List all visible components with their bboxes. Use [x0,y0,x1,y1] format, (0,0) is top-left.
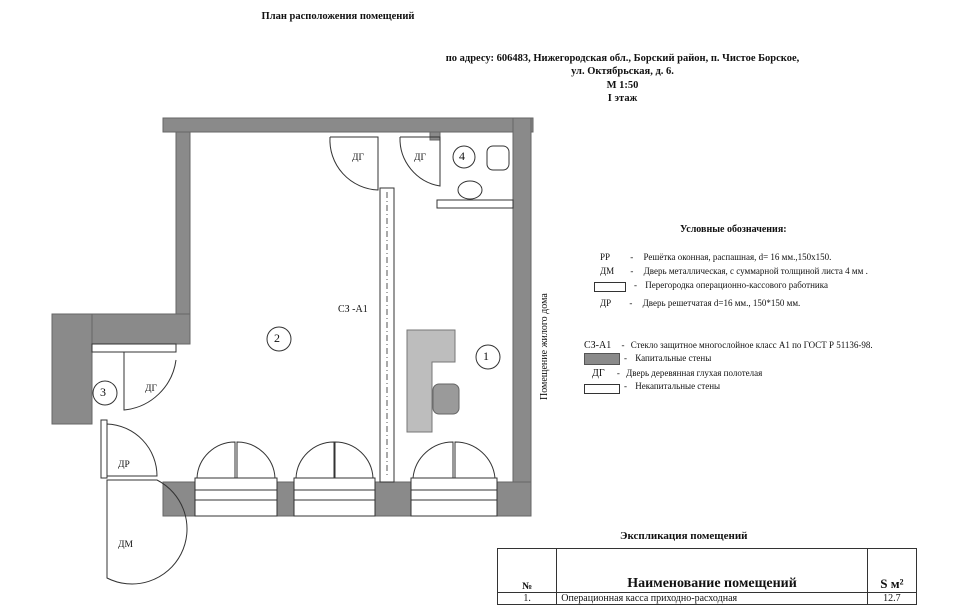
cell-area: 12.7 [867,593,916,605]
cell-name: Операционная касса приходно-расходная [557,593,867,605]
legend-text: Капитальные стены [635,353,712,363]
legend-text: Дверь металлическая, с суммарной толщиной листа 4 мм . [643,266,868,276]
sash-1a [197,442,235,478]
legend-item-dr: ДР - Дверь решетчатая d=16 мм., 150*150 мм. [600,298,801,308]
door-dr [107,424,157,476]
cell-no: 1. [498,593,557,605]
legend-code: РР [600,252,611,262]
legend-code: ДГ [592,368,605,379]
legend-item-sz: СЗ-А1 - Стекло защитное многослойное класс А1 по ГОСТ Р 51136-98. [584,340,873,351]
scale-label: М 1:50 [606,80,639,91]
grille-left [101,420,107,478]
legend-text: Решётка оконная, распашная, d= 16 мм.,150х150. [643,252,832,262]
cashier-desk [407,330,455,432]
window-1 [195,478,277,516]
legend-item-partition: - Перегородка операционно-кассового работника [634,280,828,290]
legend-partition-swatch [594,282,626,292]
floor-label: I этаж [607,93,638,104]
door-dg-room3-label: ДГ [145,384,157,394]
sash-3a [413,442,453,478]
header-name: Наименование помещений [557,549,867,593]
sash-1b [237,442,275,478]
legend-capital-wall-swatch [584,353,620,365]
capital-wall-bottom-3 [375,482,411,516]
legend-item-pp: РР - Решётка оконная, распашная, d= 16 мм.,150х150. [600,252,832,262]
capital-wall-left [176,132,190,344]
room-1-number: 1 [483,349,489,363]
partition-label: СЗ -А1 [338,304,368,315]
legend-text: Некапитальные стены [635,381,721,391]
explication-table [497,548,917,605]
capital-wall-stub [430,132,440,140]
legend-code: СЗ-А1 [584,340,612,351]
explication-title: Экспликация помещений [620,530,748,542]
address-line-2: ул. Октябрьская, д. 6. [571,66,674,77]
door-dm-label: ДМ [118,540,133,550]
legend-text: Стекло защитное многослойное класс А1 по ГОСТ Р 51136-98. [630,340,873,350]
room-4-number: 4 [459,149,465,163]
plan-title: План расположения помещений [261,11,415,22]
sash-2b [335,442,373,478]
legend-code: ДМ [600,266,615,276]
side-room-label: Помещение жилого дома [539,293,550,400]
capital-wall-bottom-2 [277,482,294,516]
legend-text: Дверь решетчатая d=16 мм., 150*150 мм. [642,298,801,308]
legend-item-light: - Некапитальные стены [624,381,721,391]
cashier-chair [433,384,459,414]
sash-2a [296,442,334,478]
sink [458,181,482,199]
sash-3b [455,442,495,478]
header-area: S м² [867,549,916,593]
capital-wall-top [163,118,533,132]
door-dg-room3 [124,352,176,410]
table-header-row [498,549,917,593]
window-2 [294,478,375,516]
legend-item-dg: ДГ - Дверь деревянная глухая полотелая [592,368,763,379]
capital-wall-bottom-4 [497,482,531,516]
room-2-number: 2 [274,331,280,345]
room3-inner-wall [92,344,176,352]
legend-text: Дверь деревянная глухая полотелая [626,368,763,378]
table-row [498,593,917,605]
legend-item-dm: ДМ - Дверь металлическая, с суммарной толщиной листа 4 мм . [600,266,868,276]
header-no: № [498,549,557,593]
capital-wall-far-left [52,314,92,424]
legend-light-wall-swatch [584,384,620,394]
legend-text: Перегородка операционно-кассового работника [645,280,828,290]
room-3-number: 3 [100,385,106,399]
legend-item-capital: - Капитальные стены [624,353,712,363]
door-dr-label: ДР [118,460,130,470]
room4-bottom-wall [437,200,513,208]
legend-code: ДР [600,298,612,308]
toilet [487,146,509,170]
window-3 [411,478,497,516]
door-dg-2-label: ДГ [414,153,426,163]
capital-wall-right [513,118,531,516]
address-line-1: по адресу: 606483, Нижегородская обл., Борский район, п. Чистое Борское, [445,53,800,64]
legend-title: Условные обозначения: [680,224,787,235]
door-dg-1-label: ДГ [352,153,364,163]
